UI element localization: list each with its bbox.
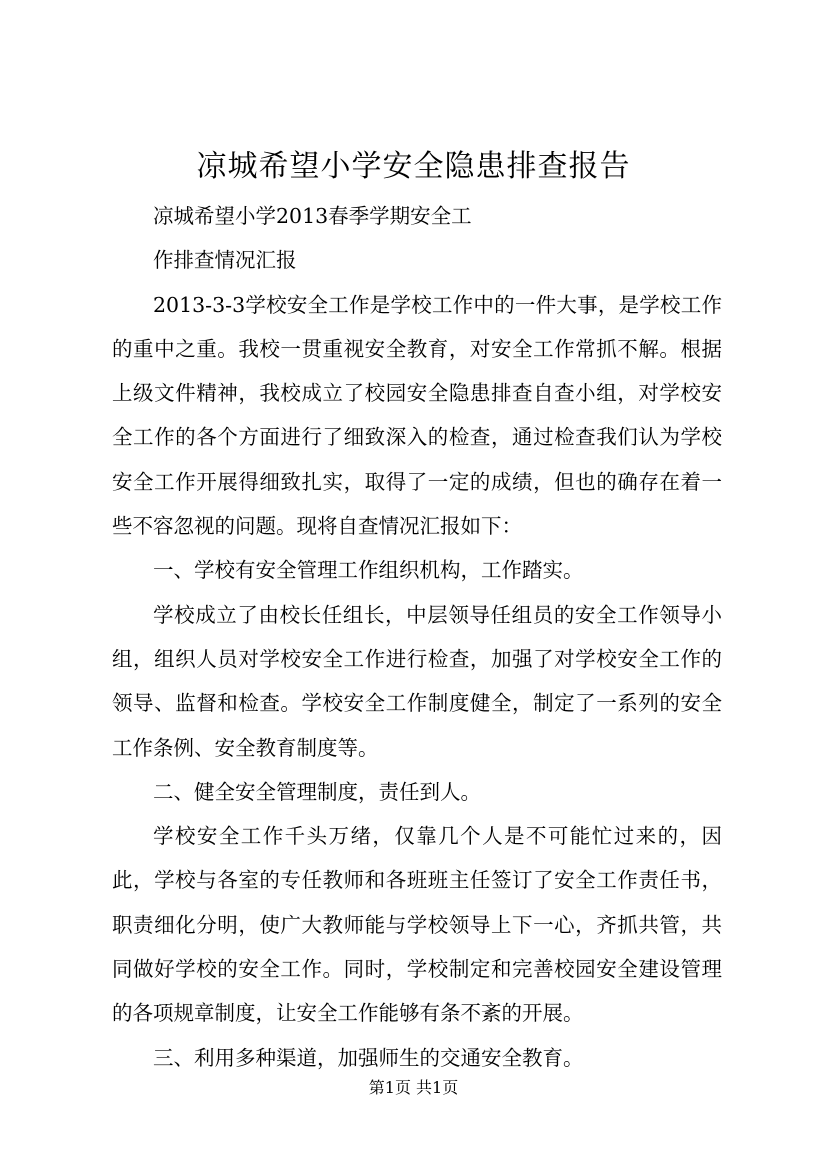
section-heading-1: 一、学校有安全管理工作组织机构，工作踏实。 <box>153 558 584 583</box>
document-body <box>112 194 722 1080</box>
paragraph-section-1: 学校成立了由校长任组长，中层领导任组员的安全工作领导小组，组织人员对学校安全工作进行检查，加强了对学校安全工作的领导、监督和检查。学校安全工作制度健全，制定了一系列的安全工作条例、安全教育制度等。 <box>112 602 722 760</box>
page-footer: 第1页 共1页 <box>368 1078 459 1097</box>
paragraph-section-2: 学校安全工作千头万绪，仅靠几个人是不可能忙过来的，因此，学校与各室的专任教师和各班班主任签订了安全工作责任书，职责细化分明，使广大教师能与学校领导上下一心，齐抓共管，共同做好学校的安全工作。同时，学校制定和完善校园安全建设管理的各项规章制度，让安全工作能够有条不紊的开展。 <box>112 824 722 1026</box>
paragraph-intro: 2013-3-3学校安全工作是学校工作中的一件大事，是学校工作的重中之重。我校一贯重视安全教育，对安全工作常抓不解。根据上级文件精神，我校成立了校园安全隐患排查自查小组，对学校安全工作的各个方面进行了细致深入的检查，通过检查我们认为学校安全工作开展得细致扎实，取得了一定的成绩，但也的确存在着一些不容忽视的问题。现将自查情况汇报如下： <box>112 292 722 539</box>
section-heading-3: 三、利用多种渠道，加强师生的交通安全教育。 <box>153 1045 584 1070</box>
paragraph-subtitle-line-1: 凉城希望小学2013春季学期安全工 <box>153 204 472 228</box>
document-title: 凉城希望小学安全隐患排查报告 <box>196 149 631 184</box>
paragraph-subtitle-line-2: 作排查情况汇报 <box>153 248 297 273</box>
section-heading-2: 二、健全安全管理制度，责任到人。 <box>153 779 481 804</box>
